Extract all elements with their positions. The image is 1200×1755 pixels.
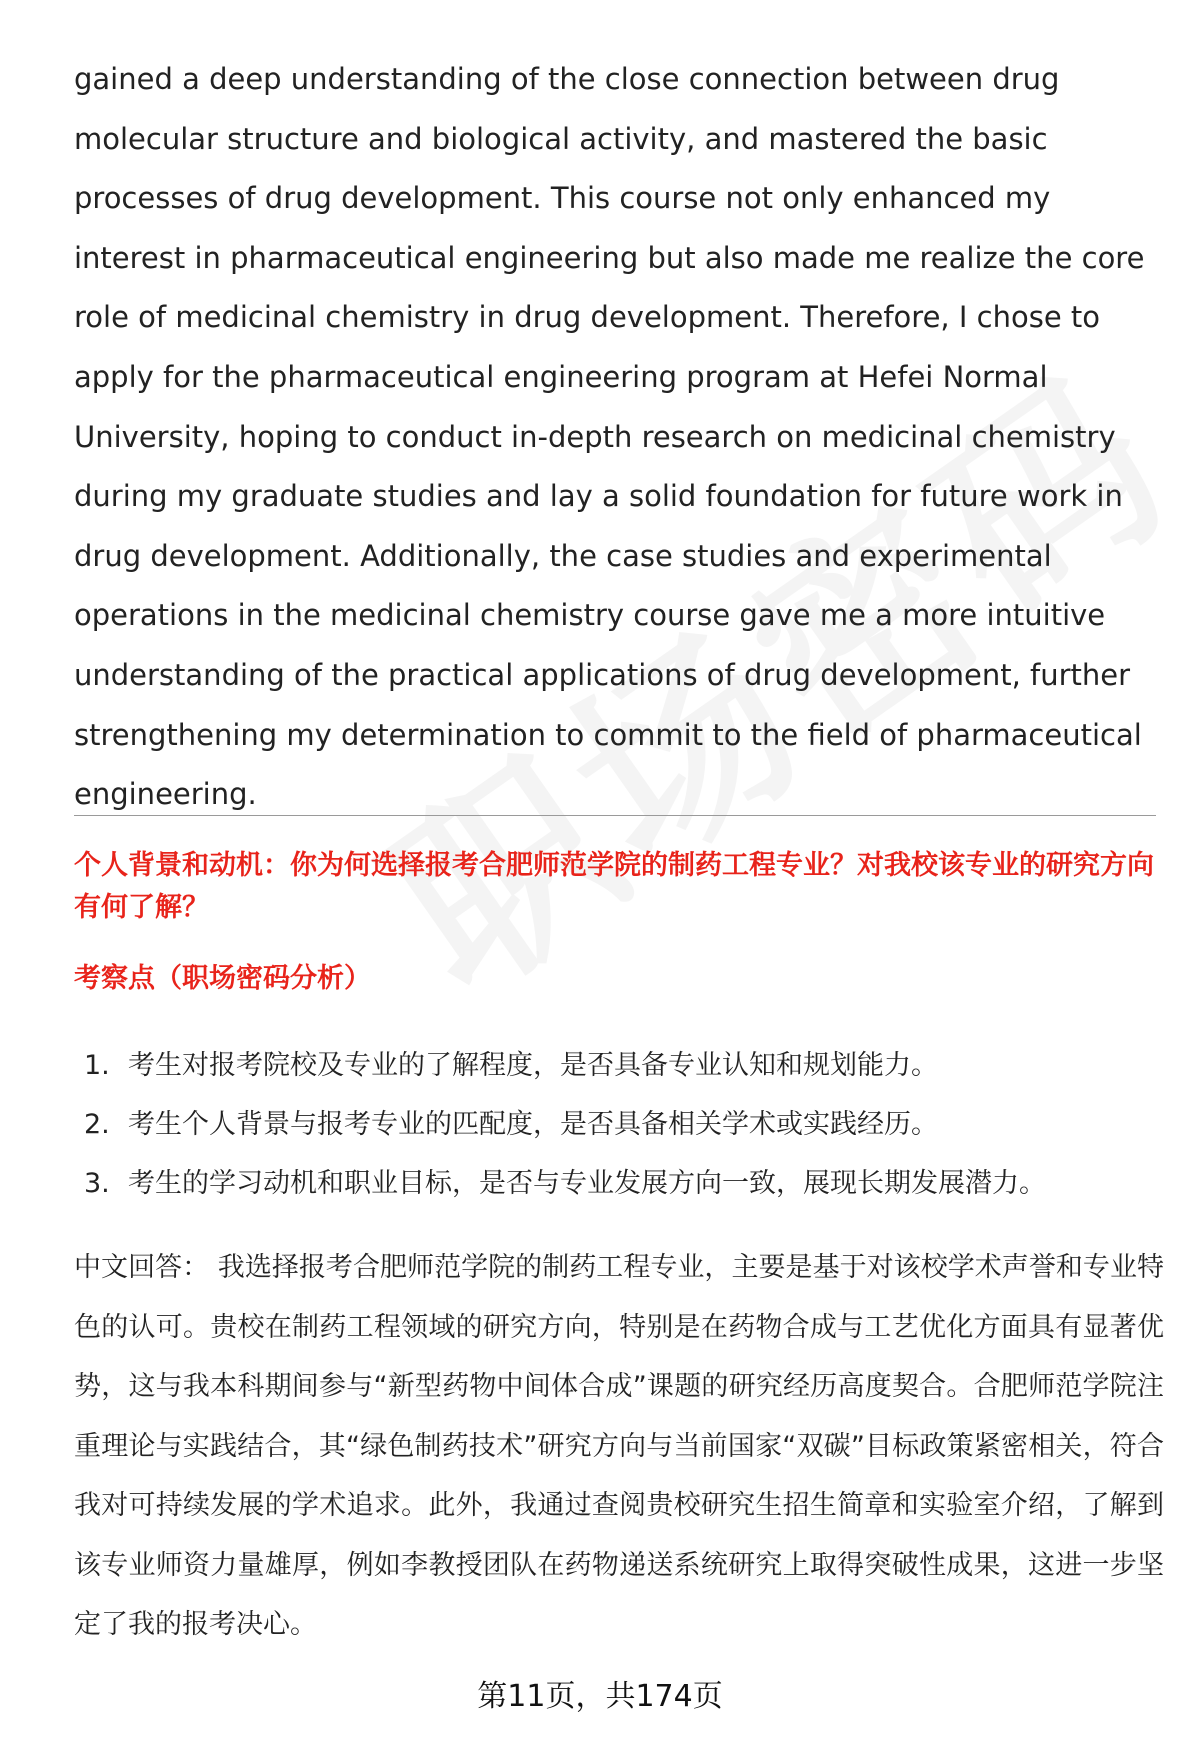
list-item-text: 考生对报考院校及专业的了解程度，是否具备专业认知和规划能力。 bbox=[128, 1050, 938, 1081]
section-divider bbox=[74, 815, 1156, 816]
list-item-number: 1. bbox=[84, 1050, 110, 1081]
assessment-heading: 考察点（职场密码分析） bbox=[74, 963, 371, 994]
chinese-answer-paragraph: 中文回答： 我选择报考合肥师范学院的制药工程专业，主要是基于对该校学术声誉和专业特色的认可。贵校在制药工程领域的研究方向，特别是在药物合成与工艺优化方面具有显著优势，这与我本科期间参与“新型药物中间体合成”课题的研究经历高度契合。合肥师范学院注重理论与实践结合，其“绿色制药技术”研究方向与当前国家“双碳”目标政策紧密相关，符合我对可持续发展的学术追求。此外，我通过查阅贵校研究生招生简章和实验室介绍，了解到该专业师资力量雄厚，例如李教授团队在药物递送系统研究上取得突破性成果，这进一步坚定了我的报考决心。 bbox=[74, 1252, 1164, 1640]
list-item bbox=[84, 1036, 1164, 1095]
list-item-text: 考生个人背景与报考专业的匹配度，是否具备相关学术或实践经历。 bbox=[128, 1109, 938, 1140]
list-item-number: 2. bbox=[84, 1109, 110, 1140]
question-heading: 个人背景和动机：你为何选择报考合肥师范学院的制药工程专业？对我校该专业的研究方向有何了解？ bbox=[74, 850, 1154, 923]
list-item-number: 3. bbox=[84, 1168, 110, 1199]
english-answer-paragraph: gained a deep understanding of the close connection between drug molecular structure and biological activity, and mastered the basic processes of drug development. This course not only enhanced my interest in pharmaceutical engineering but also made me realize the core role of medicinal chemistry in drug development. Therefore, I chose to apply for the pharmaceutical engineering program at Hefei Normal University, hoping to conduct in-depth research on medicinal chemistry during my graduate studies and lay a solid foundation for future work in drug development. Additionally, the case studies and experimental operations in the medicinal chemistry course gave me a more intuitive understanding of the practical applications of drug development, further strengthening my determination to commit to the field of pharmaceutical engineering. bbox=[74, 62, 1145, 812]
page-footer: 第11页，共174页 bbox=[477, 1679, 723, 1714]
assessment-points-list bbox=[84, 1036, 1164, 1213]
list-item-text: 考生的学习动机和职业目标，是否与专业发展方向一致，展现长期发展潜力。 bbox=[128, 1168, 1046, 1199]
list-item bbox=[84, 1154, 1164, 1213]
list-item bbox=[84, 1095, 1164, 1154]
